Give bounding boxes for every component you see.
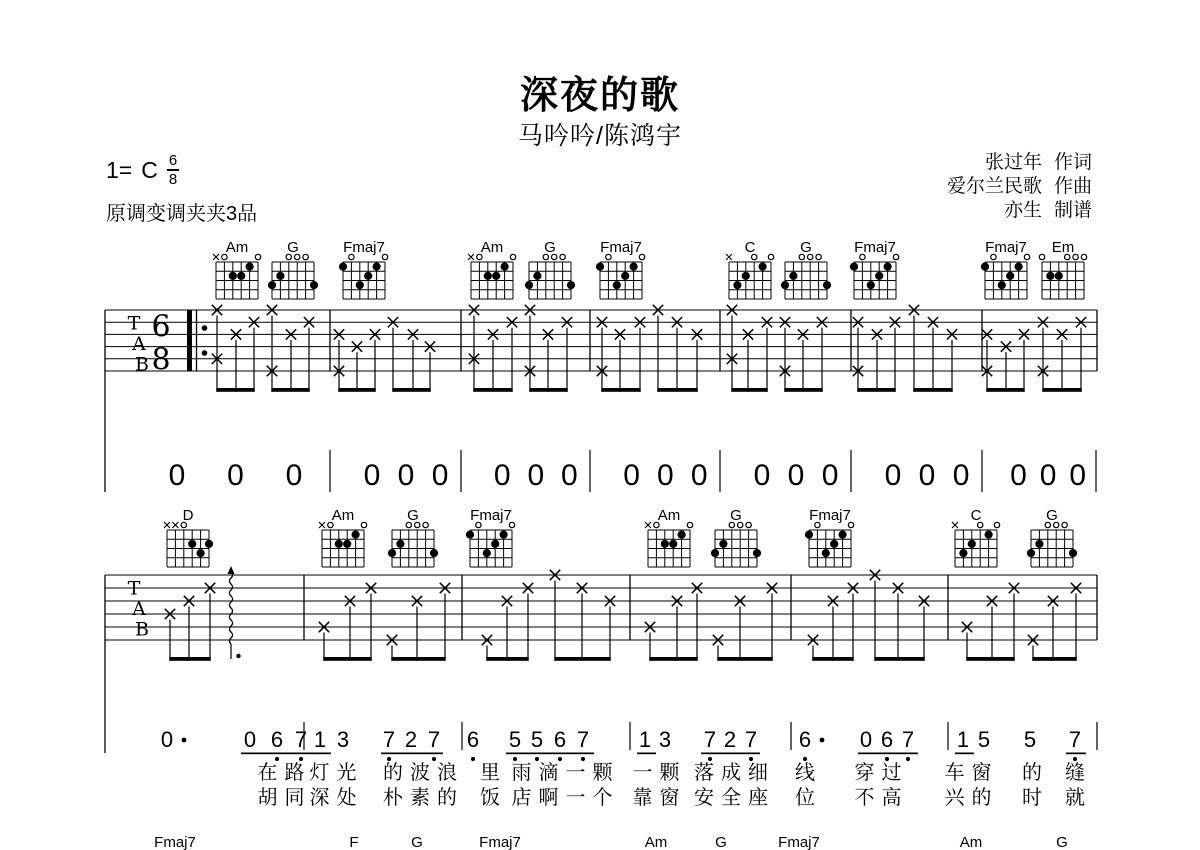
svg-text:穿: 穿 <box>854 762 875 784</box>
svg-text:T: T <box>127 577 141 600</box>
svg-text:G: G <box>730 507 742 524</box>
svg-text:5: 5 <box>530 727 544 752</box>
svg-text:Fmaj7: Fmaj7 <box>778 834 820 850</box>
svg-text:7: 7 <box>382 727 396 752</box>
svg-text:7: 7 <box>703 727 717 752</box>
svg-text:0: 0 <box>657 459 674 492</box>
svg-text:B: B <box>135 353 149 376</box>
svg-text:Fmaj7: Fmaj7 <box>154 834 196 850</box>
svg-text:Am: Am <box>225 239 249 256</box>
chord-diagram-Fmaj7 <box>596 239 645 299</box>
svg-text:过: 过 <box>881 762 902 784</box>
svg-text:1: 1 <box>313 727 327 752</box>
svg-text:同: 同 <box>284 787 305 809</box>
svg-text:Am: Am <box>331 507 355 524</box>
chord-diagram-Em <box>1039 239 1086 299</box>
svg-text:G: G <box>1056 834 1068 850</box>
capo-note: 原调变调夹夹3品 <box>106 203 258 225</box>
svg-text:0: 0 <box>1039 459 1057 492</box>
svg-text:C: C <box>744 239 756 256</box>
svg-text:G: G <box>715 834 727 850</box>
svg-text:的: 的 <box>437 787 457 809</box>
svg-text:Fmaj7: Fmaj7 <box>600 239 642 256</box>
svg-text:Fmaj7: Fmaj7 <box>470 507 512 524</box>
svg-text:饭: 饭 <box>480 787 500 809</box>
credit-role: 制谱 <box>1053 200 1092 221</box>
svg-text:7: 7 <box>1068 727 1082 752</box>
svg-text:颗: 颗 <box>659 762 680 784</box>
chord-diagram-Am <box>645 507 693 567</box>
svg-text:0: 0 <box>363 459 381 492</box>
svg-text:0: 0 <box>227 459 244 492</box>
credit-name: 爱尔兰民歌 <box>946 176 1042 197</box>
svg-text:浪: 浪 <box>437 762 457 784</box>
svg-text:2: 2 <box>404 727 418 752</box>
svg-text:0: 0 <box>561 459 578 492</box>
svg-text:A: A <box>132 333 146 355</box>
svg-text:5: 5 <box>508 727 522 752</box>
svg-text:处: 处 <box>336 787 357 809</box>
svg-text:0: 0 <box>753 459 771 492</box>
svg-text:成: 成 <box>721 762 741 784</box>
svg-text:个: 个 <box>592 787 613 809</box>
chord-diagram-D <box>164 507 213 567</box>
svg-text:G: G <box>411 834 423 850</box>
svg-text:G: G <box>407 507 419 524</box>
credit-role: 作曲 <box>1053 176 1092 197</box>
svg-text:7: 7 <box>576 727 590 752</box>
song-title: 深夜的歌 <box>519 75 680 117</box>
svg-text:座: 座 <box>748 787 768 809</box>
chord-diagram-Am <box>468 239 516 299</box>
chord-diagram-Fmaj7 <box>981 239 1030 299</box>
chord-diagram-C <box>952 507 1000 567</box>
svg-text:的: 的 <box>971 787 992 809</box>
key-note: C <box>141 156 158 183</box>
svg-text:6: 6 <box>553 727 567 752</box>
svg-text:Am: Am <box>644 834 668 850</box>
svg-text:0: 0 <box>168 459 186 492</box>
svg-text:8: 8 <box>151 342 171 378</box>
svg-text:Fmaj7: Fmaj7 <box>985 239 1027 256</box>
chord-diagram-C <box>726 239 774 299</box>
chord-diagram-Fmaj7 <box>339 239 388 299</box>
svg-text:1: 1 <box>638 727 652 752</box>
chord-diagram-Am <box>319 507 367 567</box>
svg-text:0: 0 <box>787 459 805 492</box>
svg-text:0: 0 <box>285 459 303 492</box>
rest-line <box>169 450 1096 492</box>
svg-text:胡: 胡 <box>257 787 278 809</box>
svg-text:路: 路 <box>284 762 305 784</box>
svg-text:在: 在 <box>257 762 278 784</box>
chord-diagram-Fmaj7 <box>805 507 854 567</box>
svg-text:车: 车 <box>944 762 965 784</box>
chord-diagram-G <box>525 239 575 299</box>
svg-text:一: 一 <box>632 762 653 784</box>
svg-text:0: 0 <box>859 727 873 752</box>
svg-text:雨: 雨 <box>511 762 532 784</box>
svg-text:窗: 窗 <box>659 787 680 809</box>
svg-text:Am: Am <box>480 239 504 256</box>
svg-text:0: 0 <box>160 727 174 752</box>
lyrics-line <box>258 786 1086 809</box>
svg-text:Am: Am <box>657 507 681 524</box>
svg-text:就: 就 <box>1065 787 1085 809</box>
svg-text:7: 7 <box>294 727 308 752</box>
svg-text:波: 波 <box>410 762 430 784</box>
svg-text:D: D <box>182 507 194 524</box>
svg-text:C: C <box>970 507 982 524</box>
chord-diagram-Fmaj7 <box>466 507 515 567</box>
svg-text:G: G <box>1046 507 1058 524</box>
credit-role: 作词 <box>1053 152 1092 173</box>
svg-text:A: A <box>132 598 146 620</box>
chord-diagram-G <box>388 507 438 567</box>
svg-text:3: 3 <box>336 727 350 752</box>
svg-text:深: 深 <box>309 787 330 809</box>
svg-text:0: 0 <box>527 459 545 492</box>
svg-text:落: 落 <box>694 762 714 784</box>
svg-text:0: 0 <box>397 459 415 492</box>
svg-text:0: 0 <box>1010 459 1027 492</box>
song-artist: 马吟吟/陈鸿宇 <box>518 122 682 150</box>
svg-text:0: 0 <box>884 459 902 492</box>
credit-name: 张过年 <box>984 152 1042 173</box>
svg-text:靠: 靠 <box>632 787 653 809</box>
svg-text:6: 6 <box>466 727 480 752</box>
melody-line <box>161 722 1097 761</box>
bottom-chords <box>154 834 1068 850</box>
tab-staff <box>105 305 1097 492</box>
svg-text:6: 6 <box>270 727 284 752</box>
meter-numerator: 6 <box>168 152 178 169</box>
svg-text:的: 的 <box>383 762 403 784</box>
svg-text:6: 6 <box>798 727 812 752</box>
svg-text:0: 0 <box>1069 459 1087 492</box>
svg-text:0: 0 <box>821 459 839 492</box>
svg-text:6: 6 <box>151 309 171 345</box>
chord-diagram-Fmaj7 <box>850 239 899 299</box>
svg-text:7: 7 <box>901 727 915 752</box>
svg-text:0: 0 <box>493 459 511 492</box>
svg-text:Am: Am <box>959 834 983 850</box>
svg-text:全: 全 <box>721 787 741 809</box>
svg-text:线: 线 <box>795 762 815 784</box>
svg-text:2: 2 <box>723 727 737 752</box>
svg-text:颗: 颗 <box>592 762 613 784</box>
svg-text:灯: 灯 <box>309 762 330 784</box>
svg-text:G: G <box>800 239 812 256</box>
svg-text:0: 0 <box>243 727 257 752</box>
svg-text:一: 一 <box>565 762 586 784</box>
svg-text:0: 0 <box>918 459 936 492</box>
svg-text:里: 里 <box>480 762 500 784</box>
svg-text:T: T <box>127 312 141 335</box>
svg-text:细: 细 <box>748 762 768 784</box>
svg-text:Fmaj7: Fmaj7 <box>343 239 385 256</box>
svg-text:5: 5 <box>1023 727 1037 752</box>
chord-diagram-G <box>711 507 761 567</box>
svg-text:6: 6 <box>880 727 894 752</box>
svg-text:不: 不 <box>854 787 875 809</box>
svg-text:B: B <box>135 618 149 641</box>
svg-text:F: F <box>349 834 359 850</box>
svg-text:0: 0 <box>431 459 449 492</box>
meter-denominator: 8 <box>168 171 178 188</box>
svg-text:啊: 啊 <box>538 787 559 809</box>
svg-text:的: 的 <box>1022 762 1042 784</box>
svg-text:Fmaj7: Fmaj7 <box>809 507 851 524</box>
svg-text:Fmaj7: Fmaj7 <box>854 239 896 256</box>
chord-diagram-Am <box>213 239 261 299</box>
svg-text:时: 时 <box>1022 787 1042 809</box>
svg-text:Fmaj7: Fmaj7 <box>479 834 521 850</box>
svg-text:7: 7 <box>744 727 758 752</box>
svg-text:5: 5 <box>977 727 991 752</box>
svg-text:安: 安 <box>694 787 714 809</box>
svg-text:Em: Em <box>1051 239 1075 256</box>
svg-text:缝: 缝 <box>1065 762 1085 784</box>
chord-diagram-G <box>268 239 318 299</box>
chord-diagram-G <box>1027 507 1077 567</box>
svg-text:店: 店 <box>511 787 532 809</box>
svg-text:朴: 朴 <box>383 787 403 809</box>
svg-text:光: 光 <box>336 762 357 784</box>
svg-text:7: 7 <box>427 727 441 752</box>
svg-text:位: 位 <box>795 787 815 809</box>
chord-diagram-G <box>781 239 831 299</box>
key-prefix: 1= <box>106 156 133 183</box>
svg-text:3: 3 <box>658 727 672 752</box>
credit-name: 亦生 <box>1003 200 1042 221</box>
svg-text:0: 0 <box>623 459 640 492</box>
svg-text:滴: 滴 <box>538 762 559 784</box>
svg-text:一: 一 <box>565 787 586 809</box>
svg-text:窗: 窗 <box>971 762 992 784</box>
svg-text:1: 1 <box>956 727 970 752</box>
svg-text:素: 素 <box>410 787 430 809</box>
svg-text:0: 0 <box>952 459 970 492</box>
svg-text:G: G <box>287 239 299 256</box>
svg-text:G: G <box>544 239 556 256</box>
svg-text:0: 0 <box>690 459 708 492</box>
svg-text:高: 高 <box>881 787 902 809</box>
svg-text:兴: 兴 <box>944 787 965 809</box>
lyrics-line <box>258 761 1086 784</box>
